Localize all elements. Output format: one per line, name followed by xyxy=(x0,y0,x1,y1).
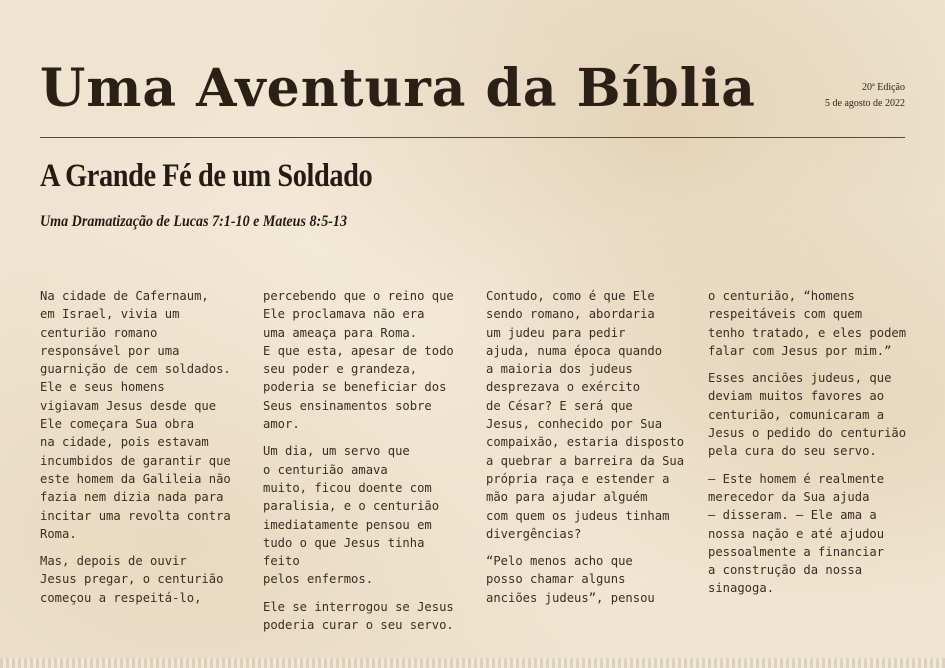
article-column-1 xyxy=(40,287,245,616)
edition-date: 5 de agosto de 2022 xyxy=(825,98,905,109)
paragraph: Contudo, como é que Ele sendo romano, abordaria um judeu para pedir ajuda, numa época quando a maioria dos judeus desprezava o exército de César? E será que Jesus, conhecido por Sua compaixão, estaria disposto a quebrar a barreira da Sua própria raça e estender a mão para ajudar alguém com quem os judeus tinham divergências? xyxy=(486,289,685,541)
paragraph: “Pelo menos acho que posso chamar alguns anciões judeus”, pensou xyxy=(486,554,655,605)
masthead-rule xyxy=(40,137,905,138)
paragraph: Ele se interrogou se Jesus poderia curar o seu servo. xyxy=(263,599,454,633)
paragraph: — Este homem é realmente merecedor da Sua ajuda — disseram. — Ele ama a nossa nação e até ajudou pessoalmente a financiar a construção da nossa sinagoga. xyxy=(708,471,885,596)
paragraph: Na cidade de Cafernaum, em Israel, vivia um centurião romano responsável por uma guarnição de cem soldados. Ele e seus homens vigiavam Jesus desde que Ele começara Sua obra na cidade, pois estavam incumbidos de garantir que este homem da Galileia não fazia nem dizia nada para incitar uma revolta contra Roma. xyxy=(40,289,231,541)
paragraph: percebendo que o reino que Ele proclamava não era uma ameaça para Roma. E que esta, apesar de todo seu poder e grandeza, poderia se beneficiar dos Seus ensinamentos sobre amor. xyxy=(263,289,454,432)
article-column-4 xyxy=(708,287,913,607)
torn-edge xyxy=(0,658,945,668)
paragraph: Mas, depois de ouvir Jesus pregar, o centurião começou a respeitá-lo, xyxy=(40,554,224,605)
paragraph: o centurião, “homens respeitáveis com quem tenho tratado, e eles podem falar com Jesus por mim.” xyxy=(708,289,907,358)
article-headline: A Grande Fé de um Soldado xyxy=(40,158,373,194)
article-subhead: Uma Dramatização de Lucas 7:1-10 e Mateus 8:5-13 xyxy=(40,213,347,230)
paragraph: Um dia, um servo que o centurião amava muito, ficou doente com paralisia, e o centurião imediatamente pensou em tudo o que Jesus tinha feito pelos enfermos. xyxy=(263,444,440,587)
edition-info xyxy=(825,80,905,112)
paragraph: Esses anciões judeus, que deviam muitos favores ao centurião, comunicaram a Jesus o pedido do centurião pela cura do seu servo. xyxy=(708,371,907,459)
article-column-3 xyxy=(486,287,691,616)
edition-number: 20ª Edição xyxy=(861,82,905,93)
masthead-title: Uma Aventura da Bíblia xyxy=(40,58,756,119)
article-column-2 xyxy=(263,287,468,643)
